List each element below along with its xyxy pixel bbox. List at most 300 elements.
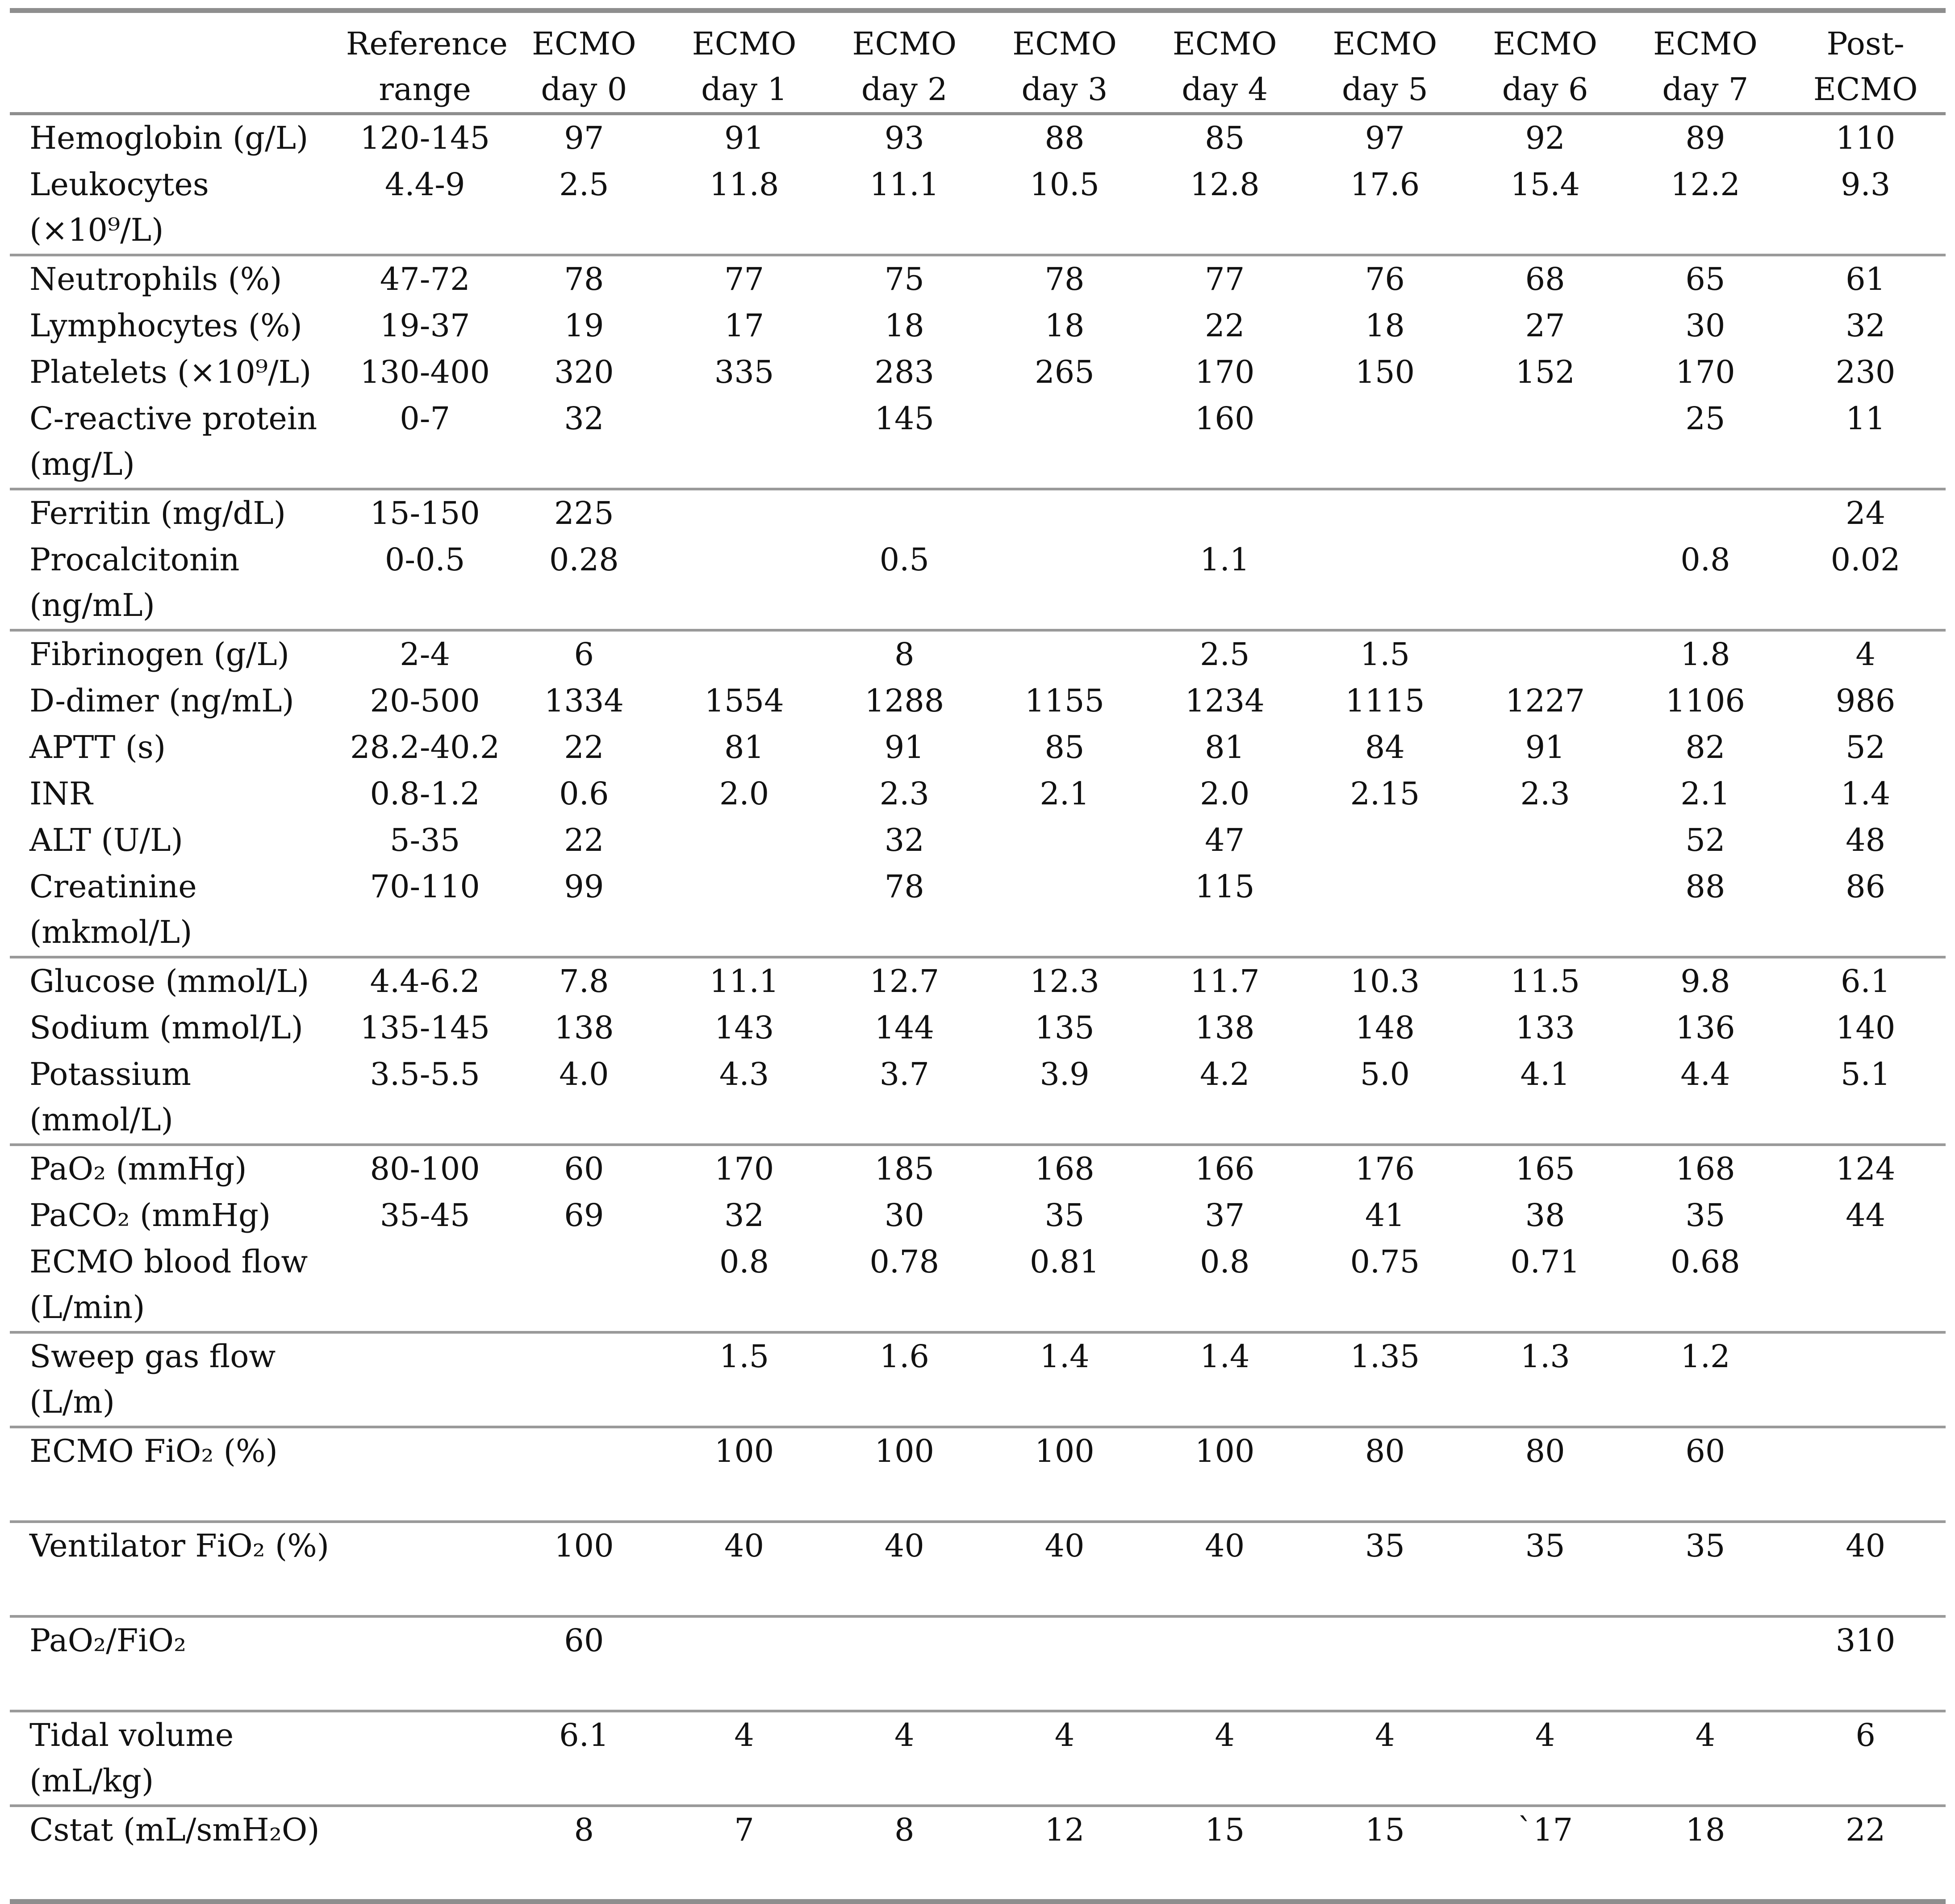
value-cell: 5.1 xyxy=(1840,1056,1891,1092)
value-cell: 136 xyxy=(1675,1009,1735,1046)
row-label xyxy=(10,489,346,537)
value-cell: 100 xyxy=(1195,1433,1255,1469)
table-row xyxy=(10,489,1946,537)
row-label xyxy=(10,1427,346,1522)
value-cell: 0.8 xyxy=(1680,541,1730,578)
row-label xyxy=(10,630,346,678)
value-cell: 52 xyxy=(1846,729,1886,766)
value-cell xyxy=(1145,1616,1305,1711)
reference-range-cell xyxy=(346,1616,504,1711)
table-row xyxy=(10,1332,1946,1427)
row-label-text: PaO₂/FiO₂ xyxy=(29,1622,187,1659)
column-header: ECMO day 6 xyxy=(1465,11,1625,114)
reference-range-cell: 130-400 xyxy=(360,354,490,390)
row-label-text: Lymphocytes (%) xyxy=(29,307,302,344)
value-cell: 35 xyxy=(1044,1197,1085,1234)
value-cell: 4 xyxy=(1375,1717,1395,1753)
row-label xyxy=(10,1145,346,1193)
value-cell: 1.2 xyxy=(1680,1338,1730,1375)
reference-range-cell: 35-45 xyxy=(380,1197,470,1234)
row-label xyxy=(10,537,346,630)
value-cell: 2.5 xyxy=(1200,636,1250,673)
value-cell xyxy=(1465,864,1625,957)
table-row xyxy=(10,255,1946,303)
value-cell: 40 xyxy=(724,1527,764,1564)
table-row xyxy=(10,1711,1946,1806)
value-cell: 4.0 xyxy=(559,1056,609,1092)
row-label xyxy=(10,1051,346,1145)
value-cell: 68 xyxy=(1525,261,1565,297)
value-cell: 61 xyxy=(1846,261,1886,297)
value-cell: 160 xyxy=(1195,400,1255,437)
row-label xyxy=(10,678,346,724)
value-cell xyxy=(1625,1616,1786,1711)
row-label-text: ECMO blood flow (L/min) xyxy=(29,1243,308,1326)
reference-range-cell: 4.4-6.2 xyxy=(370,963,480,1000)
value-cell: 148 xyxy=(1355,1009,1415,1046)
value-cell: 6 xyxy=(574,636,594,673)
value-cell: 6 xyxy=(1855,1717,1876,1753)
value-cell xyxy=(504,1332,664,1427)
value-cell: 12 xyxy=(1044,1812,1085,1848)
row-label-text: D-dimer (ng/mL) xyxy=(29,682,294,719)
value-cell: 18 xyxy=(1044,307,1085,344)
table-row xyxy=(10,396,1946,489)
reference-range-cell: 47-72 xyxy=(380,261,470,297)
value-cell xyxy=(1145,489,1305,537)
value-cell: 230 xyxy=(1835,354,1896,390)
value-cell: 170 xyxy=(1675,354,1735,390)
value-cell: 170 xyxy=(1195,354,1255,390)
value-cell: 84 xyxy=(1365,729,1405,766)
column-header: ECMO day 4 xyxy=(1145,11,1305,114)
reference-range-cell: 20-500 xyxy=(370,682,480,719)
value-cell: 150 xyxy=(1355,354,1415,390)
value-cell: 60 xyxy=(564,1622,604,1659)
value-cell: 0.8 xyxy=(1200,1243,1250,1280)
value-cell: 1334 xyxy=(544,682,624,719)
table-row xyxy=(10,1239,1946,1332)
column-header: Reference range xyxy=(346,11,504,114)
table-row xyxy=(10,771,1946,817)
value-cell: 11.8 xyxy=(709,166,779,203)
value-cell: 12.7 xyxy=(869,963,940,1000)
value-cell: 100 xyxy=(874,1433,935,1469)
value-cell: 24 xyxy=(1846,495,1886,531)
row-label xyxy=(10,1806,346,1902)
value-cell: 1234 xyxy=(1185,682,1265,719)
value-cell: 32 xyxy=(884,822,924,858)
value-cell: 48 xyxy=(1846,822,1886,858)
row-label-text: Hemoglobin (g/L) xyxy=(29,120,309,156)
row-label xyxy=(10,771,346,817)
value-cell xyxy=(664,1616,824,1711)
value-cell: 310 xyxy=(1835,1622,1896,1659)
value-cell xyxy=(985,1616,1145,1711)
value-cell: 133 xyxy=(1515,1009,1575,1046)
column-header: ECMO day 2 xyxy=(824,11,985,114)
value-cell: 52 xyxy=(1685,822,1725,858)
value-cell: 12.2 xyxy=(1670,166,1740,203)
row-label xyxy=(10,1239,346,1332)
value-cell xyxy=(664,537,824,630)
value-cell: 32 xyxy=(724,1197,764,1234)
value-cell: 8 xyxy=(894,636,915,673)
value-cell: 18 xyxy=(884,307,924,344)
value-cell: 2.0 xyxy=(719,775,769,812)
table-row xyxy=(10,1145,1946,1193)
value-cell: 2.1 xyxy=(1680,775,1730,812)
value-cell xyxy=(985,537,1145,630)
table-row xyxy=(10,303,1946,349)
value-cell: 75 xyxy=(884,261,924,297)
row-label xyxy=(10,724,346,771)
value-cell: 320 xyxy=(554,354,614,390)
value-cell: 152 xyxy=(1515,354,1575,390)
value-cell: 11.1 xyxy=(709,963,779,1000)
value-cell: 30 xyxy=(884,1197,924,1234)
value-cell: 2.0 xyxy=(1200,775,1250,812)
value-cell: 78 xyxy=(1044,261,1085,297)
header-row xyxy=(10,11,1946,114)
value-cell: 47 xyxy=(1205,822,1245,858)
value-cell: 115 xyxy=(1195,868,1255,905)
value-cell: 78 xyxy=(564,261,604,297)
value-cell: 91 xyxy=(724,120,764,156)
table-row xyxy=(10,1005,1946,1051)
value-cell: 27 xyxy=(1525,307,1565,344)
value-cell xyxy=(985,630,1145,678)
value-cell xyxy=(1785,1239,1946,1332)
value-cell: 100 xyxy=(714,1433,774,1469)
value-cell: 5.0 xyxy=(1360,1056,1410,1092)
column-header: ECMO day 1 xyxy=(664,11,824,114)
row-label-text: Sodium (mmol/L) xyxy=(29,1009,303,1046)
value-cell: 1.5 xyxy=(719,1338,769,1375)
reference-range-cell xyxy=(346,1427,504,1522)
value-cell: 1.8 xyxy=(1680,636,1730,673)
row-label-text: Ventilator FiO₂ (%) xyxy=(29,1527,330,1564)
value-cell: 143 xyxy=(714,1009,774,1046)
value-cell: 1.35 xyxy=(1350,1338,1420,1375)
value-cell: 1.6 xyxy=(879,1338,929,1375)
value-cell xyxy=(664,396,824,489)
value-cell: 166 xyxy=(1195,1151,1255,1187)
reference-range-cell: 4.4-9 xyxy=(384,166,465,203)
value-cell xyxy=(1465,396,1625,489)
value-cell: 78 xyxy=(884,868,924,905)
row-label-text: PaCO₂ (mmHg) xyxy=(29,1197,271,1234)
reference-range-cell xyxy=(346,1806,504,1902)
value-cell: 283 xyxy=(874,354,935,390)
value-cell xyxy=(1465,537,1625,630)
value-cell xyxy=(1785,1427,1946,1522)
value-cell: 38 xyxy=(1525,1197,1565,1234)
table-row xyxy=(10,1051,1946,1145)
row-label xyxy=(10,162,346,255)
table-row xyxy=(10,349,1946,396)
table-row xyxy=(10,957,1946,1005)
value-cell: 0.28 xyxy=(549,541,619,578)
value-cell: 1554 xyxy=(704,682,784,719)
row-label xyxy=(10,396,346,489)
row-label xyxy=(10,1522,346,1616)
reference-range-cell: 80-100 xyxy=(370,1151,480,1187)
column-header: Post-ECMO xyxy=(1785,11,1946,114)
row-label-text: Creatinine (mkmol/L) xyxy=(29,868,197,950)
value-cell: 32 xyxy=(1846,307,1886,344)
value-cell: 80 xyxy=(1525,1433,1565,1469)
value-cell: 6.1 xyxy=(559,1717,609,1753)
value-cell: 4 xyxy=(1695,1717,1716,1753)
row-label-text: C-reactive protein (mg/L) xyxy=(29,400,317,482)
row-label-text: Ferritin (mg/dL) xyxy=(29,495,286,531)
value-cell: 170 xyxy=(714,1151,774,1187)
reference-range-cell: 5-35 xyxy=(390,822,460,858)
value-cell: 91 xyxy=(1525,729,1565,766)
value-cell: 0.75 xyxy=(1350,1243,1420,1280)
row-label-text: Fibrinogen (g/L) xyxy=(29,636,289,673)
value-cell: 9.8 xyxy=(1680,963,1730,1000)
column-header: ECMO day 3 xyxy=(985,11,1145,114)
value-cell: 97 xyxy=(1365,120,1405,156)
value-cell: 65 xyxy=(1685,261,1725,297)
value-cell: 85 xyxy=(1205,120,1245,156)
row-label xyxy=(10,817,346,864)
value-cell xyxy=(985,396,1145,489)
value-cell xyxy=(1305,817,1465,864)
value-cell: 0.81 xyxy=(1030,1243,1099,1280)
value-cell: 4.2 xyxy=(1200,1056,1250,1092)
value-cell: 8 xyxy=(574,1812,594,1848)
value-cell: 8 xyxy=(894,1812,915,1848)
reference-range-cell: 2-4 xyxy=(400,636,450,673)
value-cell: 3.9 xyxy=(1040,1056,1090,1092)
value-cell: 40 xyxy=(1044,1527,1085,1564)
reference-range-cell: 0-0.5 xyxy=(384,541,465,578)
value-cell: 1155 xyxy=(1024,682,1105,719)
row-label-text: Potassium (mmol/L) xyxy=(29,1056,191,1138)
value-cell xyxy=(1305,864,1465,957)
value-cell: 135 xyxy=(1035,1009,1094,1046)
table-row xyxy=(10,1427,1946,1522)
row-label xyxy=(10,1332,346,1427)
value-cell: 11 xyxy=(1846,400,1886,437)
value-cell: 40 xyxy=(1846,1527,1886,1564)
reference-range-cell: 28.2-40.2 xyxy=(350,729,500,766)
value-cell: 4 xyxy=(1535,1717,1555,1753)
value-cell: 1.5 xyxy=(1360,636,1410,673)
value-cell: 12.3 xyxy=(1030,963,1099,1000)
value-cell: 88 xyxy=(1685,868,1725,905)
value-cell: 15 xyxy=(1365,1812,1405,1848)
value-cell: 4.1 xyxy=(1520,1056,1570,1092)
value-cell: 4 xyxy=(1855,636,1876,673)
value-cell: 4 xyxy=(1215,1717,1235,1753)
table-row xyxy=(10,678,1946,724)
row-label-text: Procalcitonin (ng/mL) xyxy=(29,541,240,624)
table-header xyxy=(10,11,1946,114)
value-cell: 15.4 xyxy=(1510,166,1580,203)
value-cell: 4 xyxy=(894,1717,915,1753)
reference-range-cell: 19-37 xyxy=(380,307,470,344)
table-row xyxy=(10,1806,1946,1902)
value-cell xyxy=(1785,1332,1946,1427)
value-cell: 93 xyxy=(884,120,924,156)
value-cell: 17.6 xyxy=(1350,166,1420,203)
value-cell: 0.02 xyxy=(1830,541,1901,578)
value-cell: 35 xyxy=(1365,1527,1405,1564)
value-cell: 124 xyxy=(1835,1151,1896,1187)
value-cell xyxy=(664,864,824,957)
value-cell: 2.3 xyxy=(1520,775,1570,812)
value-cell: 41 xyxy=(1365,1197,1405,1234)
value-cell: 265 xyxy=(1035,354,1094,390)
value-cell: 1.4 xyxy=(1200,1338,1250,1375)
value-cell: 0.68 xyxy=(1670,1243,1740,1280)
row-label xyxy=(10,255,346,303)
row-label-text: Sweep gas flow (L/m) xyxy=(29,1338,276,1420)
column-header: ECMO day 7 xyxy=(1625,11,1786,114)
row-label xyxy=(10,957,346,1005)
value-cell: 168 xyxy=(1675,1151,1735,1187)
value-cell: 9.3 xyxy=(1840,166,1891,203)
value-cell: 40 xyxy=(884,1527,924,1564)
value-cell: 89 xyxy=(1685,120,1725,156)
row-label xyxy=(10,1711,346,1806)
row-label xyxy=(10,1005,346,1051)
lab-results-table-container xyxy=(10,8,1946,1904)
value-cell: 140 xyxy=(1835,1009,1896,1046)
value-cell: 1227 xyxy=(1505,682,1585,719)
value-cell: 44 xyxy=(1846,1197,1886,1234)
value-cell: 22 xyxy=(564,822,604,858)
value-cell xyxy=(985,489,1145,537)
value-cell xyxy=(1465,1616,1625,1711)
value-cell: 225 xyxy=(554,495,614,531)
value-cell: 97 xyxy=(564,120,604,156)
table-row xyxy=(10,817,1946,864)
value-cell: 91 xyxy=(884,729,924,766)
value-cell: 80 xyxy=(1365,1433,1405,1469)
value-cell: 77 xyxy=(1205,261,1245,297)
value-cell: 10.3 xyxy=(1350,963,1420,1000)
value-cell: 185 xyxy=(874,1151,935,1187)
row-label xyxy=(10,349,346,396)
table-row xyxy=(10,114,1946,162)
reference-range-cell: 15-150 xyxy=(370,495,480,531)
value-cell: 165 xyxy=(1515,1151,1575,1187)
value-cell: 22 xyxy=(564,729,604,766)
table-body xyxy=(10,114,1946,1902)
row-label-text: Glucose (mmol/L) xyxy=(29,963,309,1000)
value-cell: 2.5 xyxy=(559,166,609,203)
value-cell xyxy=(504,1427,664,1522)
value-cell: 19 xyxy=(564,307,604,344)
row-label-text: ALT (U/L) xyxy=(29,822,183,858)
value-cell: 82 xyxy=(1685,729,1725,766)
reference-range-cell xyxy=(346,1711,504,1806)
value-cell: 81 xyxy=(724,729,764,766)
row-label xyxy=(10,1616,346,1711)
value-cell xyxy=(1305,489,1465,537)
value-cell: 110 xyxy=(1835,120,1896,156)
table-row xyxy=(10,1522,1946,1616)
row-label-text: APTT (s) xyxy=(29,729,166,766)
reference-range-cell xyxy=(346,1332,504,1427)
value-cell: 18 xyxy=(1685,1812,1725,1848)
reference-range-cell: 0-7 xyxy=(400,400,450,437)
value-cell: 85 xyxy=(1044,729,1085,766)
value-cell: 0.78 xyxy=(869,1243,940,1280)
value-cell: 99 xyxy=(564,868,604,905)
table-row xyxy=(10,162,1946,255)
table-row xyxy=(10,724,1946,771)
value-cell: 15 xyxy=(1205,1812,1245,1848)
value-cell: 18 xyxy=(1365,307,1405,344)
value-cell: 35 xyxy=(1525,1527,1565,1564)
value-cell: 2.1 xyxy=(1040,775,1090,812)
value-cell: 138 xyxy=(1195,1009,1255,1046)
row-label xyxy=(10,303,346,349)
value-cell xyxy=(504,1239,664,1332)
value-cell: 176 xyxy=(1355,1151,1415,1187)
row-label xyxy=(10,864,346,957)
value-cell: 60 xyxy=(564,1151,604,1187)
value-cell: 1.4 xyxy=(1040,1338,1090,1375)
value-cell: 1.1 xyxy=(1200,541,1250,578)
value-cell: 76 xyxy=(1365,261,1405,297)
value-cell: 0.5 xyxy=(879,541,929,578)
value-cell: 2.3 xyxy=(879,775,929,812)
value-cell: 2.15 xyxy=(1350,775,1420,812)
column-header: ECMO day 5 xyxy=(1305,11,1465,114)
row-label-text: Tidal volume (mL/kg) xyxy=(29,1717,234,1799)
value-cell: 11.1 xyxy=(869,166,940,203)
value-cell: 1106 xyxy=(1665,682,1745,719)
value-cell: 35 xyxy=(1685,1197,1725,1234)
value-cell: 1288 xyxy=(865,682,944,719)
table-row xyxy=(10,864,1946,957)
value-cell: 4 xyxy=(734,1717,754,1753)
value-cell: 17 xyxy=(724,307,764,344)
reference-range-cell: 3.5-5.5 xyxy=(370,1056,480,1092)
row-label-text: PaO₂ (mmHg) xyxy=(29,1151,247,1187)
value-cell: 11.7 xyxy=(1190,963,1260,1000)
value-cell: 1.3 xyxy=(1520,1338,1570,1375)
value-cell: 86 xyxy=(1846,868,1886,905)
value-cell: 986 xyxy=(1835,682,1896,719)
value-cell: 40 xyxy=(1205,1527,1245,1564)
column-header: ECMO day 0 xyxy=(504,11,664,114)
value-cell xyxy=(1305,1616,1465,1711)
row-label-text: INR xyxy=(29,775,93,812)
reference-range-cell: 0.8-1.2 xyxy=(370,775,480,812)
row-label-text: Cstat (mL/smH₂O) xyxy=(29,1812,320,1848)
value-cell xyxy=(1625,489,1786,537)
row-label-text: ECMO FiO₂ (%) xyxy=(29,1433,278,1469)
value-cell: 25 xyxy=(1685,400,1725,437)
value-cell: 3.7 xyxy=(879,1056,929,1092)
value-cell: 0.6 xyxy=(559,775,609,812)
row-label-text: Platelets (×10⁹/L) xyxy=(29,354,312,390)
value-cell: 144 xyxy=(874,1009,935,1046)
value-cell xyxy=(664,630,824,678)
value-cell: 22 xyxy=(1205,307,1245,344)
table-row xyxy=(10,1193,1946,1239)
table-row xyxy=(10,630,1946,678)
value-cell: 92 xyxy=(1525,120,1565,156)
